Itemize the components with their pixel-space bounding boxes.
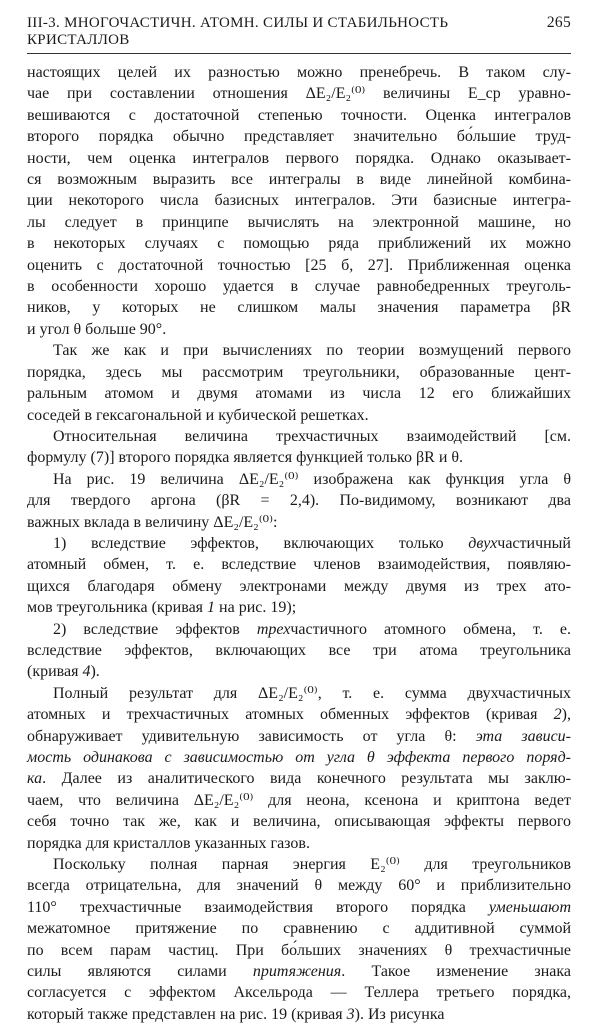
- text-line: [27, 726, 571, 747]
- page-number: 265: [546, 14, 571, 31]
- text-line: [27, 1004, 571, 1025]
- paragraph: [27, 469, 571, 533]
- paragraph: [27, 340, 571, 426]
- text-line: атомный обмен, т. е. вследствие членов взаимодействия, появляю-: [27, 556, 571, 574]
- text-line: Так же как и при вычислениях по теории возмущений первого: [53, 342, 571, 360]
- emphasis-run: ка: [27, 770, 43, 788]
- paragraph: [27, 62, 571, 340]
- text-line: ральным атомом и двумя атомами из числа 12 его ближайших: [27, 385, 571, 403]
- running-title: III-3. МНОГОЧАСТИЧН. АТОМН. СИЛЫ И СТАБИЛЬНОСТЬ КРИСТАЛЛОВ: [27, 15, 449, 48]
- text-line: щихся благодаря обмену электронами между двумя из трех ато-: [27, 577, 571, 595]
- emphasis-run: двух: [468, 534, 498, 552]
- text-line: согласуется с эффектом Аксельрода — Теллера третьего порядка,: [27, 984, 571, 1002]
- text-line: [27, 768, 571, 789]
- text-line: себя точно так же, как и величина, описывающая эффекты первого: [27, 813, 571, 831]
- text-line: второго порядка обычно представляет значительно бо́льшие труд-: [27, 128, 571, 146]
- text-line: вешиваются с достаточной степенью точности. Оценка интегралов: [27, 106, 571, 124]
- text-line: межатомное притяжение по сравнению с аддитивной суммой: [27, 920, 571, 938]
- text-line: оценить с достаточной точностью [25 б, 27]. Приближенная оценка: [27, 256, 571, 274]
- text-line: чае при составлении отношения ΔE₂/E₂⁽⁰⁾ величины E_ср уравно-: [27, 85, 571, 103]
- text-line: [27, 619, 571, 640]
- emphasis-run: трех: [256, 620, 291, 638]
- emphasis-run: 3: [346, 1005, 355, 1023]
- text-line: вследствие эффектов, включающих все три атома треугольника: [27, 641, 571, 659]
- text-line: порядка для кристаллов указанных газов.: [27, 834, 310, 852]
- text-run: (кривая: [27, 663, 83, 681]
- text-run: частичный: [497, 534, 571, 552]
- text-line: ников, у которых не слишком малы значения параметра βR: [27, 299, 571, 317]
- text-line: [27, 661, 571, 682]
- emphasis-run: уменьшают: [488, 898, 571, 916]
- text-run: 1) вследствие эффектов, включающих только: [53, 534, 469, 552]
- text-line: На рис. 19 величина ΔE₂/E₂⁽⁰⁾ изображена как функция угла θ: [53, 470, 571, 488]
- text-run: . Далее из аналитического вида конечного результата мы заклю-: [42, 770, 571, 788]
- text-line: Полный результат для ΔE₂/E₂⁽⁰⁾, т. е. сумма двухчастичных: [53, 684, 571, 702]
- text-run: на рис. 19);: [215, 599, 297, 617]
- text-line: Относительная величина трехчастичных взаимодействий [см.: [53, 427, 571, 445]
- text-line: в особенности хорошо удается в случае равнобедренных треуголь-: [27, 278, 571, 296]
- text-line: по всем парам частиц. При бо́льших значениях θ трехчастичные: [27, 941, 571, 959]
- paragraph: [27, 426, 571, 469]
- text-line: порядка, здесь мы рассмотрим треугольники, образованные цент-: [27, 363, 571, 381]
- paragraph: [27, 619, 571, 683]
- text-run: который также представлен на рис. 19 (кривая: [27, 1005, 347, 1023]
- text-run: 110° трехчастичные взаимодействия второго порядка: [27, 898, 489, 916]
- text-line: ся возможным выразить все интегралы в виде линейной комбина-: [27, 171, 571, 189]
- emphasis-run: притяжения: [252, 963, 342, 981]
- emphasis-run: 4: [82, 663, 91, 681]
- text-run: ).: [90, 663, 100, 681]
- body-text: [27, 62, 571, 1025]
- text-line: важных вклада в величину ΔE₂/E₂⁽⁰⁾:: [27, 513, 278, 531]
- text-line: формулу (7)] второго порядка является функцией только βR и θ.: [27, 449, 464, 467]
- text-line: [27, 897, 571, 918]
- text-run: мов треугольника (кривая: [27, 599, 208, 617]
- text-line: и угол θ больше 90°.: [27, 320, 167, 338]
- running-header: [27, 14, 571, 54]
- text-line: Поскольку полная парная энергия E₂⁽⁰⁾ для треугольников: [53, 856, 571, 874]
- text-line: всегда отрицательна, для значений θ между 60° и приблизительно: [27, 877, 571, 895]
- text-line: ности, чем оценка интегралов первого порядка. Однако оказывает-: [27, 149, 571, 167]
- text-line: в некоторых случаях с помощью ряда приближений их можно: [27, 235, 571, 253]
- text-run: ). Из рисунка: [354, 1005, 445, 1023]
- text-run: обнаруживает удивительную зависимость от угла θ:: [27, 727, 476, 745]
- text-line: лы следует в принципе вычислять на электронной машине, но: [27, 213, 571, 231]
- text-line: [27, 704, 571, 725]
- text-line: [27, 533, 571, 554]
- text-run: 2) вследствие эффектов: [53, 620, 257, 638]
- emphasis-run: эта зависи-: [475, 727, 571, 745]
- text-run: силы являются силами: [27, 963, 253, 981]
- text-run: . Такое изменение знака: [341, 963, 572, 981]
- emphasis-run: мость одинакова с зависимостью от угла θ эффекта первого поряд-: [27, 749, 571, 766]
- paragraph: [27, 683, 571, 854]
- text-run: атомных и трехчастичных атомных обменных эффектов (кривая: [27, 706, 554, 724]
- text-line: соседей в гексагональной и кубической решетках.: [27, 406, 369, 424]
- text-run: ),: [561, 706, 571, 724]
- text-line: ции некоторого числа базисных интегралов. Эти базисные интегра-: [27, 192, 571, 210]
- text-line: для твердого аргона (βR = 2,4). По-видимому, возникают два: [27, 492, 571, 510]
- emphasis-run: 2: [553, 706, 562, 724]
- text-line: чаем, что величина ΔE₂/E₂⁽⁰⁾ для неона, ксенона и криптона ведет: [27, 791, 571, 809]
- paragraph: [27, 854, 571, 1025]
- text-line: [27, 597, 571, 618]
- text-run: частичного атомного обмена, т. е.: [290, 620, 571, 638]
- text-line: [27, 961, 571, 982]
- text-line: настоящих целей их разностью можно пренебречь. В таком слу-: [27, 64, 571, 81]
- text-line: [27, 747, 571, 768]
- paragraph: [27, 533, 571, 619]
- emphasis-run: 1: [207, 599, 216, 617]
